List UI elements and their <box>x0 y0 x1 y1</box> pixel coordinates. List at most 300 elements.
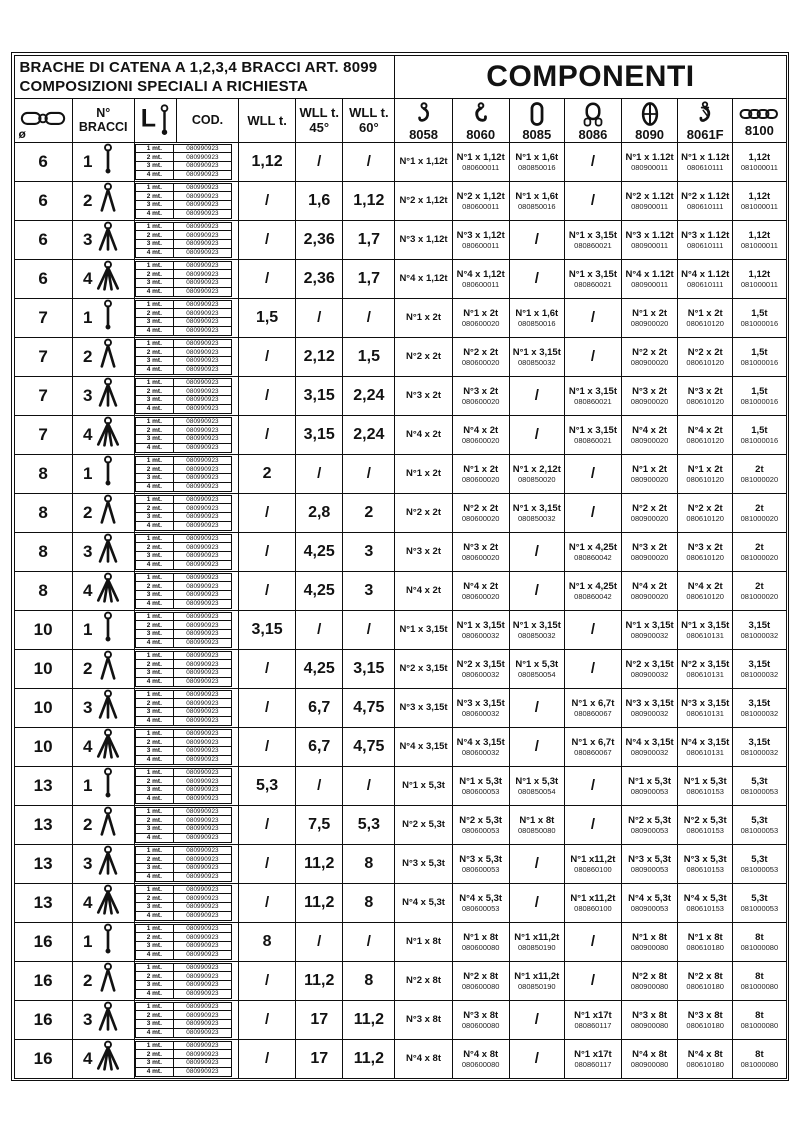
chain-icon <box>733 105 785 123</box>
wll-60-cell: 3 <box>343 571 395 610</box>
length-code: 080990923 <box>186 807 219 815</box>
component-cell-8090 <box>622 649 678 688</box>
length-code-subtable <box>135 261 232 297</box>
bracci-wrap <box>73 572 134 610</box>
component-cell-8061F <box>678 415 733 454</box>
component-cell-8060 <box>452 532 509 571</box>
component-cell-8085 <box>509 454 564 493</box>
bracci-wrap <box>73 182 134 220</box>
length-code: 080990923 <box>186 816 219 824</box>
component-cell-8058 <box>395 220 452 259</box>
length-code-subtable <box>135 729 232 765</box>
table-row <box>14 532 786 571</box>
length-label: 1 mt. <box>136 730 174 738</box>
component-load: 1,5t <box>751 346 768 358</box>
length-code: 080990923 <box>186 747 219 755</box>
length-row <box>136 950 231 959</box>
component-cell-8100 <box>733 883 786 922</box>
wll-45-cell: 4,25 <box>296 532 343 571</box>
component-load: N°1 x 5,3t <box>683 775 727 787</box>
length-code-cell <box>134 1000 238 1039</box>
component-code: 080610120 <box>686 396 724 406</box>
component-cell-8090 <box>622 610 678 649</box>
length-label: 3 mt. <box>136 162 174 170</box>
component-cell-8100 <box>733 1039 786 1078</box>
length-row <box>136 808 231 816</box>
sling-3-leg-icon <box>93 221 123 259</box>
component-load: N°4 x 2t <box>632 580 668 592</box>
length-label: 2 mt. <box>136 543 174 551</box>
component-load: N°1 x17t <box>574 1009 612 1021</box>
table-row <box>14 298 786 337</box>
bracci-count: 2 <box>82 814 93 834</box>
sling-3-leg-icon <box>93 533 123 571</box>
length-row <box>136 911 231 920</box>
length-code: 080990923 <box>186 699 219 707</box>
length-row <box>136 677 231 686</box>
length-row <box>136 964 231 972</box>
component-cell-8060 <box>452 493 509 532</box>
bracci-cell <box>72 493 134 532</box>
component-code: 080900053 <box>630 825 669 835</box>
component-cell-8086 <box>564 1000 621 1039</box>
column-header-component-8100 <box>733 98 786 142</box>
component-load: N°1 x 3,15t <box>568 385 618 397</box>
bracci-wrap <box>73 1040 134 1078</box>
component-load: N°4 x 3,15t <box>681 736 730 748</box>
diameter-cell: 13 <box>14 766 72 805</box>
length-label: 1 mt. <box>136 652 174 660</box>
component-cell-8086 <box>564 610 621 649</box>
column-header-wll: WLL t. <box>239 98 296 142</box>
component-code: 080610153 <box>686 786 724 796</box>
length-code: 080990923 <box>186 513 219 521</box>
length-row <box>136 287 231 296</box>
component-cell-8058 <box>395 376 452 415</box>
component-load: N°1 x 1,6t <box>515 190 559 202</box>
diameter-cell: 8 <box>14 532 72 571</box>
component-cell-8058 <box>395 415 452 454</box>
component-cell-8090 <box>622 181 678 220</box>
component-load: N°1 x 3,15t <box>399 624 448 635</box>
component-load: N°1 x 1.12t <box>625 151 674 163</box>
slash-mark: / <box>265 542 270 560</box>
length-code: 080990923 <box>186 261 219 269</box>
component-code: 080850054 <box>518 786 556 796</box>
component-load: N°1 x 6,7t <box>571 736 615 748</box>
wll-60-cell: 1,7 <box>343 259 395 298</box>
component-code: 080610120 <box>686 435 724 445</box>
length-row <box>136 560 231 569</box>
component-code: 080900011 <box>631 279 669 289</box>
length-row <box>136 503 231 512</box>
length-code: 080990923 <box>186 339 219 347</box>
component-cell-8061F <box>678 454 733 493</box>
component-cell-8086 <box>564 415 621 454</box>
bracci-count: 4 <box>82 1048 93 1068</box>
length-code-cell <box>134 610 238 649</box>
component-load: N°2 x 2t <box>406 351 441 362</box>
component-cell-8086 <box>564 337 621 376</box>
component-code: 080860021 <box>574 396 612 406</box>
slash-mark: / <box>317 776 322 794</box>
bracci-count: 4 <box>82 268 93 288</box>
component-load: N°3 x 1,12t <box>399 234 448 245</box>
component-load: N°4 x 2t <box>463 580 499 592</box>
length-code-subtable <box>135 495 232 531</box>
component-cell-8061F <box>678 844 733 883</box>
length-row <box>136 698 231 707</box>
length-code: 080990923 <box>186 288 219 296</box>
component-code: 080600020 <box>461 435 500 445</box>
length-row <box>136 971 231 980</box>
component-code: 080860117 <box>574 1020 612 1030</box>
component-cell-8085 <box>509 883 564 922</box>
bracci-wrap <box>73 299 134 337</box>
component-cell-8090 <box>622 922 678 961</box>
wll-60-cell: 8 <box>343 883 395 922</box>
component-cell-8058 <box>395 610 452 649</box>
length-code-cell <box>134 571 238 610</box>
component-cell-8058 <box>395 337 452 376</box>
column-header-component-8086 <box>564 98 621 142</box>
component-code: 080860042 <box>574 591 612 601</box>
bracci-count: 2 <box>82 658 93 678</box>
sling-3-leg-icon <box>93 377 123 415</box>
component-code: 080600032 <box>461 708 500 718</box>
bracci-count: 3 <box>82 697 93 717</box>
slash-mark: / <box>317 932 322 950</box>
length-label: 3 mt. <box>136 474 174 482</box>
length-code: 080990923 <box>186 717 219 725</box>
component-cell-8085 <box>509 220 564 259</box>
component-load: N°1 x 2t <box>463 307 499 319</box>
length-label: 2 mt. <box>136 816 174 824</box>
slash-mark: / <box>534 893 539 911</box>
sling-1-leg-icon <box>93 455 123 493</box>
length-code: 080990923 <box>186 639 219 647</box>
diameter-cell: 16 <box>14 961 72 1000</box>
diameter-cell: 8 <box>14 571 72 610</box>
wll-60-cell: 2,24 <box>343 376 395 415</box>
length-row <box>136 746 231 755</box>
diameter-cell: 6 <box>14 220 72 259</box>
component-load: N°1 x 2,12t <box>512 463 561 475</box>
slash-mark: / <box>317 464 322 482</box>
component-cell-8058 <box>395 454 452 493</box>
component-cell-8085 <box>509 532 564 571</box>
diameter-cell: 7 <box>14 337 72 376</box>
length-label: 1 mt. <box>136 457 174 465</box>
component-load: N°1 x 3,15t <box>512 619 561 631</box>
length-code: 080990923 <box>186 309 219 317</box>
length-row <box>136 308 231 317</box>
wll-60-cell: 8 <box>343 961 395 1000</box>
length-row <box>136 464 231 473</box>
slash-mark: / <box>590 152 596 170</box>
component-cell-8100 <box>733 415 786 454</box>
component-cell-8061F <box>678 727 733 766</box>
component-cell-8061F <box>678 649 733 688</box>
component-cell-8085 <box>509 766 564 805</box>
column-header-length: L <box>134 98 176 142</box>
length-label: 2 mt. <box>136 348 174 356</box>
length-row <box>136 262 231 270</box>
component-cell-8086 <box>564 493 621 532</box>
length-label: 3 mt. <box>136 201 174 209</box>
component-code: 081000020 <box>740 513 779 523</box>
length-label: 3 mt. <box>136 903 174 911</box>
length-label: 4 mt. <box>136 483 174 491</box>
length-code-subtable <box>135 1041 232 1077</box>
sling-4-leg-icon <box>93 728 123 766</box>
component-code: 080850016 <box>518 162 556 172</box>
component-cell-8060 <box>452 961 509 1000</box>
sling-1-leg-icon <box>93 611 123 649</box>
length-row <box>136 1028 231 1037</box>
wll-cell <box>239 376 296 415</box>
component-load: N°3 x 2t <box>463 541 499 553</box>
component-cell-8086 <box>564 883 621 922</box>
component-cell-8085 <box>509 142 564 181</box>
slash-mark: / <box>534 737 539 755</box>
component-cell-8086 <box>564 532 621 571</box>
table-row <box>14 415 786 454</box>
slash-mark: / <box>590 308 596 326</box>
length-code-cell <box>134 532 238 571</box>
component-load: N°4 x 5,3t <box>628 892 672 904</box>
component-cell-8060 <box>452 415 509 454</box>
length-row <box>136 161 231 170</box>
length-row <box>136 551 231 560</box>
bracci-cell <box>72 259 134 298</box>
component-load: N°1 x11,2t <box>514 970 560 982</box>
bracci-wrap <box>73 845 134 883</box>
component-code: 081000020 <box>740 591 779 601</box>
component-article-number: 8100 <box>744 123 774 138</box>
component-cell-8060 <box>452 220 509 259</box>
length-label: 4 mt. <box>136 405 174 413</box>
slash-mark: / <box>265 386 270 404</box>
component-load: N°4 x 1,12t <box>399 273 448 284</box>
slash-mark: / <box>366 464 371 482</box>
wll-45-cell: 3,15 <box>296 376 343 415</box>
bracci-cell <box>72 532 134 571</box>
length-row <box>136 833 231 842</box>
component-article-number: 8090 <box>635 127 665 142</box>
wll-cell: 3,15 <box>239 610 296 649</box>
length-row <box>136 613 231 621</box>
component-code: 081000032 <box>740 630 779 640</box>
component-cell-8060 <box>452 259 509 298</box>
bracci-cell <box>72 298 134 337</box>
length-code-subtable <box>135 417 232 453</box>
component-cell-8061F <box>678 532 733 571</box>
length-code: 080990923 <box>186 279 219 287</box>
connecting-link-icon <box>622 101 677 127</box>
component-cell-8090 <box>622 142 678 181</box>
length-code: 080990923 <box>186 144 219 152</box>
length-code: 080990923 <box>186 1002 219 1010</box>
length-code: 080990923 <box>186 678 219 686</box>
table-row <box>14 1039 786 1078</box>
bracci-count: 3 <box>82 385 93 405</box>
component-code: 080900053 <box>630 903 669 913</box>
component-cell-8061F <box>678 688 733 727</box>
column-header-wll60: WLL t. 60° <box>343 98 395 142</box>
length-row <box>136 1058 231 1067</box>
length-code: 080990923 <box>186 846 219 854</box>
catalog-table-sheet <box>11 52 789 1081</box>
slash-mark: / <box>366 308 371 326</box>
component-load: N°2 x 5,3t <box>402 819 445 830</box>
component-code: 080600080 <box>461 1059 500 1069</box>
component-cell-8086 <box>564 844 621 883</box>
length-row <box>136 184 231 192</box>
component-load: N°4 x 3,15t <box>456 736 505 748</box>
slash-mark: / <box>317 620 322 638</box>
component-code: 080600032 <box>461 747 500 757</box>
slash-mark: / <box>366 932 371 950</box>
length-label: 1 mt. <box>136 262 174 270</box>
length-label: 2 mt. <box>136 855 174 863</box>
length-code: 080990923 <box>186 912 219 920</box>
component-cell-8100 <box>733 337 786 376</box>
title-row <box>14 55 786 98</box>
component-load: N°2 x 8t <box>687 970 723 982</box>
component-cell-8090 <box>622 1000 678 1039</box>
bracci-cell <box>72 883 134 922</box>
sling-2-leg-icon <box>93 962 123 1000</box>
length-code-cell <box>134 844 238 883</box>
column-header-cod: COD. <box>176 98 238 142</box>
component-load: N°1 x11,2t <box>570 892 616 904</box>
component-code: 080600053 <box>461 903 500 913</box>
bracci-wrap <box>73 767 134 805</box>
slash-mark: / <box>317 308 322 326</box>
component-code: 081000020 <box>740 552 779 562</box>
wll-cell <box>239 571 296 610</box>
wll-45-cell: 4,25 <box>296 649 343 688</box>
length-row <box>136 815 231 824</box>
bracci-wrap <box>73 962 134 1000</box>
component-code: 081000080 <box>740 981 779 991</box>
component-load: 5,3t <box>751 775 768 787</box>
component-cell-8090 <box>622 571 678 610</box>
table-row <box>14 805 786 844</box>
component-cell-8100 <box>733 1000 786 1039</box>
slash-mark: / <box>265 191 270 209</box>
component-load: N°1 x 6,7t <box>571 697 615 709</box>
length-label: 3 mt. <box>136 747 174 755</box>
component-load: N°4 x 5,3t <box>459 892 503 904</box>
component-cell-8061F <box>678 1000 733 1039</box>
component-cell-8100 <box>733 610 786 649</box>
component-load: N°3 x 8t <box>406 1014 441 1025</box>
component-load: N°2 x 8t <box>406 975 441 986</box>
length-row <box>136 854 231 863</box>
component-cell-8100 <box>733 376 786 415</box>
sling-1-leg-icon <box>93 767 123 805</box>
length-row <box>136 347 231 356</box>
length-code: 080990923 <box>186 444 219 452</box>
length-label: 3 mt. <box>136 591 174 599</box>
length-code: 080990923 <box>186 1050 219 1058</box>
length-code: 080990923 <box>186 192 219 200</box>
diameter-cell: 13 <box>14 883 72 922</box>
length-code: 080990923 <box>186 552 219 560</box>
component-code: 081000032 <box>740 669 779 679</box>
component-cell-8100 <box>733 922 786 961</box>
length-label: 1 mt. <box>136 418 174 426</box>
diameter-cell: 8 <box>14 493 72 532</box>
length-label: 1 mt. <box>136 886 174 894</box>
component-code: 080610131 <box>686 630 724 640</box>
length-code-cell <box>134 766 238 805</box>
length-code: 080990923 <box>186 210 219 218</box>
component-code: 081000080 <box>740 1059 779 1069</box>
length-code-cell <box>134 883 238 922</box>
component-load: N°1 x 2t <box>406 312 441 323</box>
bracci-cell <box>72 220 134 259</box>
component-load: N°3 x 5,3t <box>683 853 727 865</box>
length-label: 4 mt. <box>136 873 174 881</box>
component-cell-8060 <box>452 1039 509 1078</box>
component-article-number: 8058 <box>409 126 438 142</box>
length-label: 4 mt. <box>136 717 174 725</box>
sling-2-leg-icon <box>93 182 123 220</box>
component-code: 080850032 <box>518 357 556 367</box>
component-cell-8090 <box>622 493 678 532</box>
component-load: N°1 x 3,15t <box>568 229 618 241</box>
component-load: N°2 x 2t <box>463 346 499 358</box>
bracci-count: 1 <box>82 775 93 795</box>
component-load: N°2 x 3,15t <box>456 658 505 670</box>
length-label: 1 mt. <box>136 613 174 621</box>
length-code-cell <box>134 727 238 766</box>
sling-4-leg-icon <box>93 572 123 610</box>
component-cell-8058 <box>395 1039 452 1078</box>
component-code: 080600020 <box>461 474 500 484</box>
length-row <box>136 521 231 530</box>
component-code: 080610120 <box>686 591 724 601</box>
bracci-wrap <box>73 455 134 493</box>
length-code: 080990923 <box>186 300 219 308</box>
component-code: 080610180 <box>686 942 724 952</box>
component-code: 080900053 <box>630 786 669 796</box>
slash-mark: / <box>317 152 322 170</box>
length-label: 2 mt. <box>136 660 174 668</box>
component-code: 080610131 <box>686 708 724 718</box>
wll-cell <box>239 805 296 844</box>
length-label: 3 mt. <box>136 279 174 287</box>
component-cell-8058 <box>395 649 452 688</box>
length-row <box>136 230 231 239</box>
component-load: N°2 x 5,3t <box>628 814 672 826</box>
diameter-cell: 16 <box>14 1000 72 1039</box>
component-load: 1,5t <box>751 424 768 436</box>
component-cell-8085 <box>509 259 564 298</box>
component-cell-8061F <box>678 805 733 844</box>
column-header-row <box>14 98 786 142</box>
length-label: 3 mt. <box>136 396 174 404</box>
bracci-count: 2 <box>82 190 93 210</box>
component-cell-8058 <box>395 298 452 337</box>
length-code: 080990923 <box>186 522 219 530</box>
length-row <box>136 581 231 590</box>
component-load: N°4 x 8t <box>687 1048 723 1060</box>
length-code-cell <box>134 376 238 415</box>
